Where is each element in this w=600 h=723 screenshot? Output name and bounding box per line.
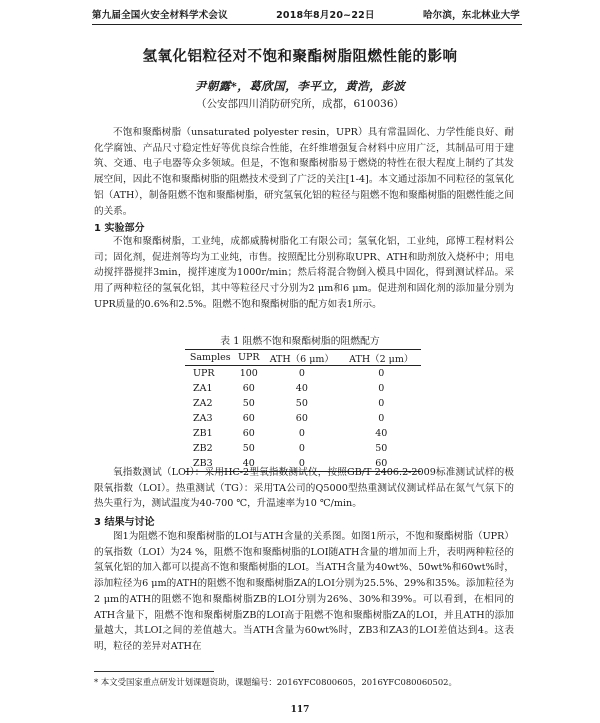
table-cell: ZA2 <box>193 398 213 409</box>
table-row <box>185 441 421 456</box>
table-cell: ZB2 <box>193 443 213 454</box>
table-cell: 0 <box>298 368 305 379</box>
intro-paragraph: 不饱和聚酯树脂（unsaturated polyester resin，UPR）具有常温固化、力学性能良好、耐化学腐蚀、产品尺寸稳定性好等优良综合性能，在纤维增强复合材料中应用广泛，其制品可用于建筑、交通、电子电器等众多领域。但是，不饱和聚酯树脂易于燃烧的特性在很大程度上制约了其发展空间，因此不饱和聚酯树脂的阻燃技术受到了广泛的关注[1-4]。本文通过添加不同粒径的氢氧化铝（ATH），制备阻燃不饱和聚酯树脂，研究氢氧化铝的粒径与阻燃不饱和聚酯树脂的阻燃性能之间的关系。 <box>94 127 514 217</box>
table-cell: 60 <box>242 428 255 439</box>
table-cell: ZA1 <box>193 383 213 394</box>
table-cell: ZA3 <box>193 413 213 424</box>
header-location: 哈尔滨，东北林业大学 <box>422 10 520 21</box>
table-cell: 0 <box>378 398 385 409</box>
header-conference: 第九届全国火安全材料学术会议 <box>92 10 228 21</box>
table-cell: 50 <box>295 398 308 409</box>
table-caption: 表 1 阻燃不饱和聚酯树脂的阻燃配方 <box>220 336 380 347</box>
table-cell: 50 <box>375 443 388 454</box>
funding-footnote: * 本文受国家重点研发计划课题资助，课题编号：2016YFC0800605，2016YFC080060502。 <box>94 677 457 687</box>
table-cell: 100 <box>239 368 258 379</box>
affiliation: （公安部四川消防研究所，成都，610036） <box>195 98 405 110</box>
table-cell: 40 <box>375 428 388 439</box>
table-cell: 0 <box>378 413 385 424</box>
table-cell: 40 <box>295 383 308 394</box>
section-1-heading: 1 实验部分 <box>94 223 145 234</box>
table-cell: 0 <box>378 368 385 379</box>
footnote-rule <box>94 671 214 672</box>
col-header-samples: Samples <box>185 350 235 366</box>
table-cell: 0 <box>298 443 305 454</box>
table-cell: 40 <box>235 456 262 472</box>
col-header-ath-6um: ATH（6 μm） <box>262 350 341 366</box>
author-list: 尹朝露*，葛欣国，李平立，黄浩，彭波 <box>194 79 406 93</box>
table-row <box>185 366 421 382</box>
table-cell: 0 <box>298 428 305 439</box>
table-cell: ZB3 <box>185 456 235 472</box>
table-cell: 60 <box>342 456 421 472</box>
table-cell: 0 <box>378 383 385 394</box>
table-cell: UPR <box>193 368 215 379</box>
table-row <box>185 411 421 426</box>
table-row <box>185 381 421 396</box>
section-3-heading: 3 结果与讨论 <box>94 517 155 528</box>
table-cell: 50 <box>242 398 255 409</box>
table-cell: 0 <box>262 456 341 472</box>
methods-paragraph: 氧指数测试（LOI）：采用HC-2型氧指数测试仪，按照GB/T 2406.2-2009标准测试试样的极限氧指数（LOI）。热重测试（TG）：采用TA公司的Q5000型热重测试仪测试样品在氮气气氛下的热失重行为，测试温度为40-700 ℃，升温速率为10 ℃/min。 <box>94 467 514 510</box>
paper-title: 氢氧化铝粒径对不饱和聚酯树脂阻燃性能的影响 <box>142 49 458 65</box>
header-rule <box>92 24 522 25</box>
table-cell: 60 <box>242 383 255 394</box>
col-header-ath-2um: ATH（2 μm） <box>342 350 421 366</box>
running-header <box>92 7 520 23</box>
section-1-paragraph: 不饱和聚酯树脂，工业纯，成都威腾树脂化工有限公司；氢氧化铝，工业纯，邱博工程材料公司；固化剂，促进剂等均为工业纯，市售。按照配比分别称取UPR、ATH和助剂放入烧杯中；用电动搅拌器搅拌3min，搅拌速度为1000r/min；然后将混合物倒入模具中固化，得到测试样品。采用了两种粒径的氢氧化铝，其中等粒径尺寸分别为2 μm和6 μm。促进剂和固化剂的添加量分别为UPR质量的0.6%和2.5%。阻燃不饱和聚酯树脂的配方如表1所示。 <box>94 236 514 310</box>
table-cell: ZB1 <box>193 428 213 439</box>
section-3-paragraph: 图1为阻燃不饱和聚酯树脂的LOI与ATH含量的关系图。如图1所示，不饱和聚酯树脂（UPR）的氧指数（LOI）为24 %，阻燃不饱和聚酯树脂的LOI随ATH含量的增加而上升，表明两种粒径的氢氧化铝的加入都可以提高不饱和聚酯树脂的LOI。当ATH含量为40wt%、50wt%和60wt%时，添加粒径为6 μm的ATH的阻燃不饱和聚酯树脂ZA的LOI分别为25.5%、29%和35%。添加粒径为2 μm的ATH的阻燃不饱和聚酯树脂ZB的LOI分别为26%、30%和39%。可以看到，在相同的ATH含量下，阻燃不饱和聚酯树脂ZB的LOI高于阻燃不饱和聚酯树脂ZA的LOI，并且ATH的添加量越大，其LOI之间的差值越大。当ATH含量为60wt%时，ZB3和ZA3的LOI差值达到4。这表明，粒径的差异对ATH在 <box>94 531 514 652</box>
table-cell: 60 <box>242 413 255 424</box>
table-cell: 60 <box>295 413 308 424</box>
table-header-row <box>185 350 421 366</box>
table-cell: 50 <box>242 443 255 454</box>
header-date: 2018年8月20~22日 <box>276 10 375 21</box>
table-row <box>185 426 421 441</box>
col-header-upr: UPR <box>235 350 262 366</box>
formulation-table <box>185 349 421 472</box>
page-number: 117 <box>290 705 310 715</box>
table-row <box>185 396 421 411</box>
